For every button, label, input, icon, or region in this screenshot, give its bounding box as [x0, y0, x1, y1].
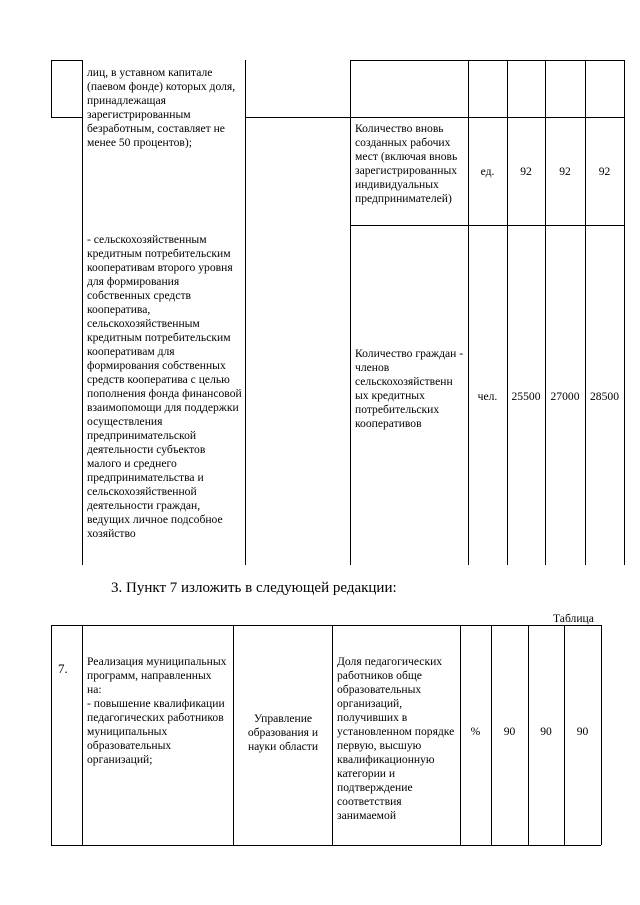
value-cell: 27000: [550, 390, 580, 403]
top-cell-text-1: лиц, в уставном капитале (паевом фонде) которых доля, принадлежащая зарегистрированным безработным, составляет не менее 50 процентов);: [87, 66, 236, 149]
value-cell: 90: [540, 725, 552, 738]
indicator-coop-members: Количество граждан - членов сельскохозяйственн ых кредитных потребительских кооперативов: [355, 347, 464, 430]
unit-cell: ед.: [480, 165, 495, 178]
value-cell: 92: [520, 165, 532, 178]
indicator-text: Доля педагогических работников обще образовательных организаций, получивших в установленном порядке первую, высшую квалификационную категории и подтверждение соответствия занимаемой: [337, 655, 455, 822]
value-cell: 28500: [590, 390, 619, 403]
table-label: Таблица: [553, 612, 594, 625]
unit-cell: %: [470, 725, 481, 738]
value-cell: 90: [503, 725, 516, 738]
indicator-new-jobs: Количество вновь созданных рабочих мест (включая вновь зарегистрированных индивидуальных предпринимателей): [355, 122, 458, 205]
value-cell: 25500: [511, 390, 541, 403]
unit-cell: чел.: [477, 390, 498, 403]
value-cell: 92: [559, 165, 571, 178]
measure-text: Реализация муниципальных программ, направленных на: - повышение квалификации педагогических работников муниципальных образовательных организаций;: [87, 655, 227, 766]
instruction-text: 3. Пункт 7 изложить в следующей редакции:: [111, 580, 397, 596]
row-number: 7.: [58, 661, 68, 676]
value-cell: 90: [576, 725, 589, 738]
value-cell: 92: [598, 165, 611, 178]
executor-text: Управление образования и науки области: [247, 712, 319, 753]
top-cell-text-2: - сельскохозяйственным кредитным потребительским кооперативам второго уровня для формирования собственных средств кооператива, сельскохозяйственным кредитным потребительским кооперативам для формирования собственных средств кооператива с целью пополнения фонда финансовой взаимопомощи для поддержки осуществления предпринимательской деятельности субъектов малого и среднего предпринимательства и сельскохозяйственной деятельности граждан, ведущих личное подсобное хозяйство: [87, 233, 242, 540]
